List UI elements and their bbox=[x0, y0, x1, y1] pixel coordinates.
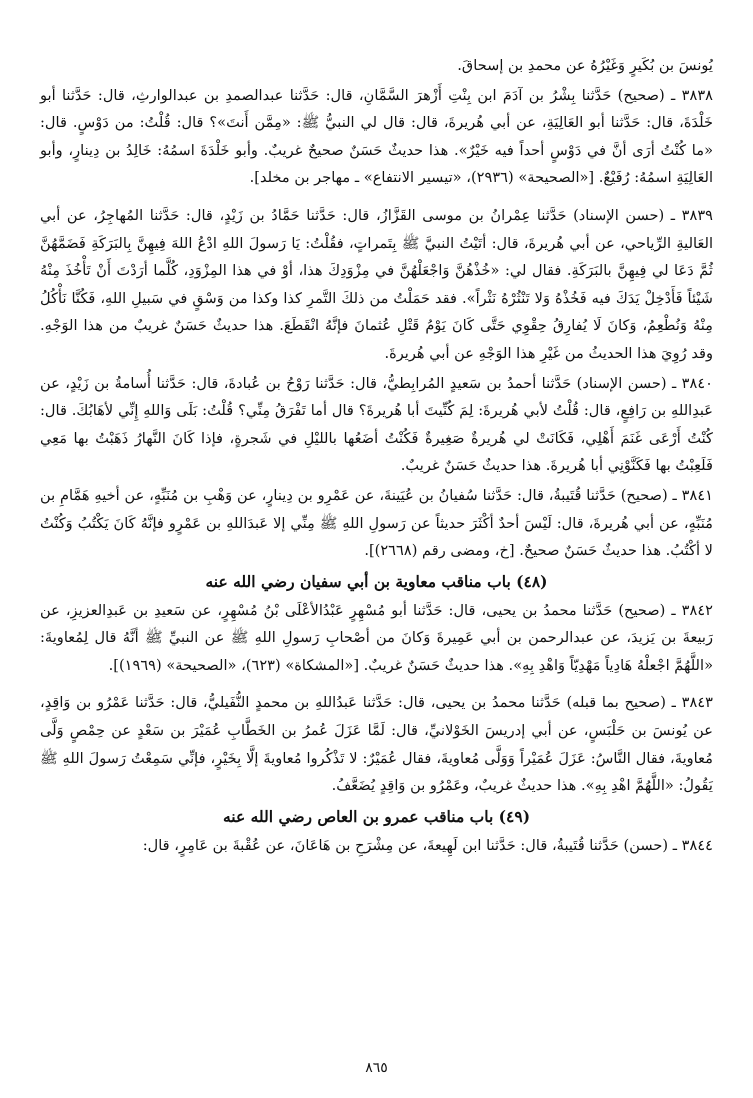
paragraph-continuation: يُونسَ بن بُكَيرٍ وَغَيْرُهُ عن محمدِ بن إسحاقَ. bbox=[457, 57, 713, 74]
page-number: ٨٦٥ bbox=[365, 1060, 388, 1076]
chapter-heading-49: (٤٩) باب مناقب عمرو بن العاص رضي الله عنه bbox=[222, 806, 531, 826]
hadith-3838: ٣٨٣٨ ـ (صحيح) حَدَّثنا بِشْرُ بن آدَمَ ابن بِنْتِ أَزْهرَ السَّمَّانِ، قال: حَدَّثنا عبدالصمدِ بن عبدالوارثِ، قال: حَدَّثنا أبو خَلْدَةَ، قال: حَدَّثنا أبو العَالِيَةِ، عن أبي هُريرةَ، قال: قال لي النبيُّ ﷺ: «مِمَّن أَنتَ»؟ قال: قُلْتُ: من دَوْسٍ. قال: «ما كُنْتُ أرَى أنَّ في دَوْسٍ أحداً فيه خَيْرٌ». هذا حديثٌ حَسَنٌ صحيحٌ غريبٌ. وأبو خَلْدَةَ اسمُهُ: خَالِدُ بن دِينارٍ، وأبو العَالِيَةِ اسمُهُ: رُفَيْعٌ. [«الصحيحة» (٢٩٣٦)، «تيسير الانتفاع» ـ مهاجر بن مخلد]. bbox=[40, 86, 713, 187]
hadith-3842: ٣٨٤٢ ـ (صحيح) حَدَّثنا محمدُ بن يحيى، قال: حَدَّثنا أبو مُسْهِرٍ عَبْدُالأعْلَى بْنُ مُسْهِرٍ، عن سَعيدِ بن عَبدِالعزيزِ، عن رَبيعةَ بن يَزيدَ، عن عبدالرحمن بن أبي عَمِيرةَ وَكانَ من أصْحابِ رَسولِ اللهِ ﷺ عن النبيِّ ﷺ أنَّهُ قال لِمُعاويةَ: «اللَّهُمَّ اجْعلْهُ هَادِياً مَهْدِيّاً وَاهْدِ بِهِ». هذا حديثٌ حَسَنٌ غريبٌ. [«المشكاة» (٦٢٣)، «الصحيحة» (١٩٦٩)]. bbox=[40, 601, 713, 674]
hadith-3843: ٣٨٤٣ ـ (صحيح بما قبله) حَدَّثنا محمدُ بن يحيى، قال: حَدَّثنا عَبدُاللهِ بن محمدٍ النُّفَيليُّ، قال: حَدَّثنا عَمْرُو بن وَاقِدٍ، عن يُونسَ بن حَلْبَسٍ، عن أبي إدريسَ الخَوْلانيِّ، قال: لَمَّا عَزَلَ عُمرُ بن الخَطَّابِ عُمَيْرَ بن سَعْدٍ عن حِمْصٍ وَلَّى مُعاويةَ، فقال النَّاسُ: عَزَلَ عُمَيْراً وَوَلَّى مُعاويةَ، فقال عُمَيْرٌ: لا تَذْكُروا مُعاويةَ إلَّا بِخَيْرٍ، فإنِّي سَمِعْتُ رَسولَ اللهِ ﷺ يَقُولُ: «اللَّهُمَّ اهْدِ بِهِ». هذا حديثٌ غريبٌ، وعَمْرُو بن وَاقِدٍ يُضَعَّفُ. bbox=[40, 694, 713, 795]
hadith-3839: ٣٨٣٩ ـ (حسن الإسناد) حَدَّثنا عِمْرانُ بن موسى القَزَّازُ، قال: حَدَّثنا حَمَّادُ بن زَيْدٍ، قال: حَدَّثنا المُهاجِرُ، عن أبي العَاليةِ الرِّياحي، عن أبي هُريرةَ، قال: أتَيْتُ النبيَّ ﷺ بِتَمراتٍ، فقُلْتُ: يَا رَسولَ اللهِ ادْعُ اللهَ فِيهِنَّ بِالبَرَكَةِ فَضَمَّهُنَّ ثُمَّ دَعَا لي فِيهِنَّ بالبَرَكَةِ. فقال لي: «خُذْهُنَّ وَاجْعَلْهُنَّ في مِزْوَدِكَ هذا، أوْ في هذا المِزْوَدِ، كُلَّما أرَدْتَ أَنْ تَأْخُذَ مِنْهُ شَيْئاً فَأَدْخِلْ يَدَكَ فيه فَخُذْهُ وَلا تَنْثُرْهُ نَثْراً». فقد حَمَلْتُ من ذلكَ التَّمرِ كذا وكذا من وَسْقٍ في سَبيلِ اللهِ، فَكُنَّا نَأْكُلُ مِنْهُ وَنُطْعِمُ، وَكانَ لَا يُفارِقُ حِقْوِي حَتَّى كَانَ يَوْمُ قَتْلِ عُثمانَ فإنَّهُ انْقَطَعَ. هذا حديثٌ حَسَنٌ غريبٌ من هذا الوَجْهِ. وقد رُوِيَ هذا الحديثُ من غَيْرِ هذا الوَجْهِ عن أبي هُريرةَ. bbox=[40, 206, 713, 362]
hadith-3840: ٣٨٤٠ ـ (حسن الإسناد) حَدَّثنا أحمدُ بن سَعيدٍ المُرابِطيُّ، قال: حَدَّثنا رَوْحُ بن عُبادةَ، قال: حَدَّثنا أُسامةُ بن زَيْدٍ، عن عَبدِاللهِ بن رَافِعٍ، قال: قُلْتُ لأبي هُريرةَ: لِمَ كُنِّيتَ أبا هُريرةَ؟ قال أما تَفْرَقُ مِنِّي؟ قُلْتُ: بَلَى وَاللهِ إِنِّي لأهَابُكَ. قال: كُنْتُ أَرْعَى غَنَمَ أَهْلِي، فَكَانَتْ لي هُريرةٌ صَغِيرةٌ فَكُنْتُ أضَعُها بالليْلِ في شَجرةٍ، فإذا كَانَ النَّهارُ ذَهَبْتُ بها مَعِي فَلَعِبْتُ بها فَكَنَّوْنِي أبا هُريرةَ. هذا حديثٌ حَسَنٌ غريبٌ. bbox=[40, 374, 713, 475]
chapter-heading-48: (٤٨) باب مناقب معاوية بن أبي سفيان رضي الله عنه bbox=[205, 571, 548, 591]
hadith-3841: ٣٨٤١ ـ (صحيح) حَدَّثنا قُتَيبةُ، قال: حَدَّثنا سُفيانُ بن عُيَينةَ، عن عَمْرِو بن دِينارٍ، عن وَهْبِ بن مُنَبِّهٍ، عن أخيهِ هَمَّامِ بن مُنَبِّهٍ، عن أبي هُريرةَ، قال: لَيْسَ أحدٌ أكْثَرَ حديثاً عن رَسولِ اللهِ ﷺ مِنِّي إلا عَبدَاللهِ بن عَمْرٍو فإنَّهُ كَانَ يَكْتُبُ وَكُنْتُ لا أكْتُبُ. هذا حديثٌ حَسَنٌ صحيحٌ. [خ، ومضى رقم (٢٦٦٨)]. bbox=[40, 486, 713, 560]
hadith-3844: ٣٨٤٤ ـ (حسن) حَدَّثنا قُتَيبةُ، قال: حَدَّثنا ابن لَهِيعةَ، عن مِشْرَحِ بن هَاعَانَ، عن عُقْبةَ بن عَامِرٍ، قال: bbox=[142, 836, 713, 854]
